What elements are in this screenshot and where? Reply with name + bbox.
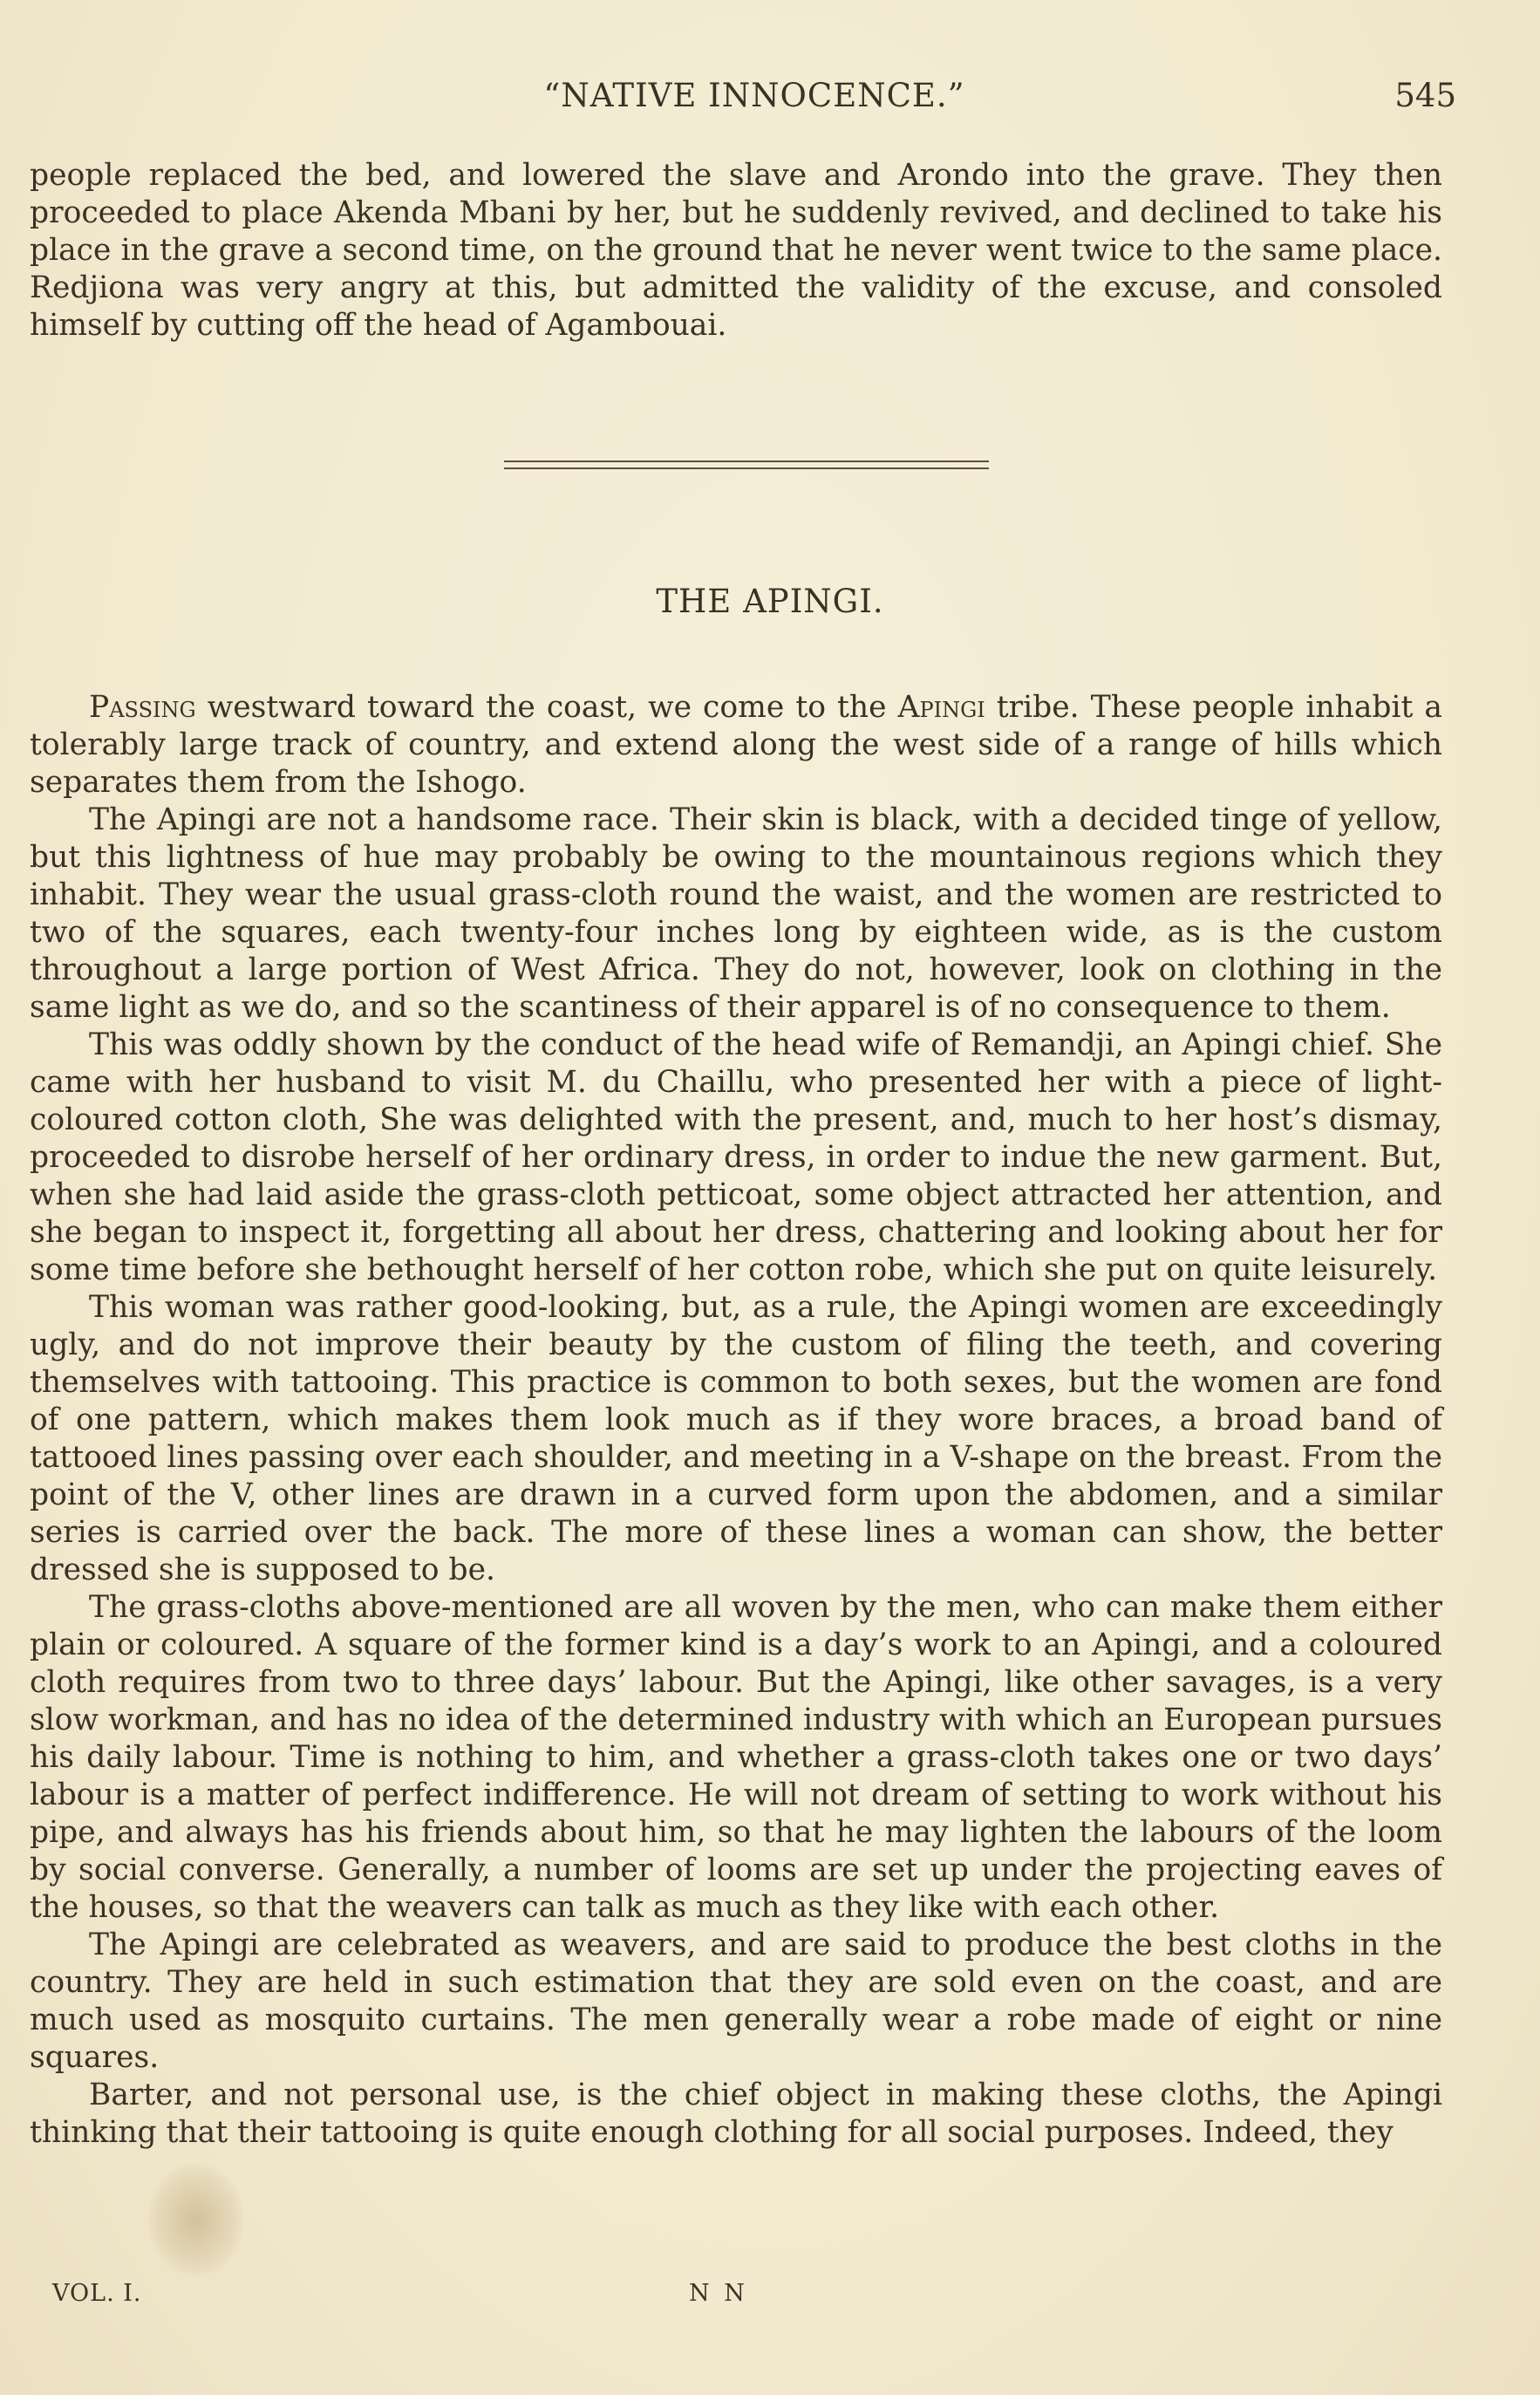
page-footer — [52, 2280, 1448, 2315]
tribe-name: Apingi — [897, 690, 985, 725]
paragraph: The Apingi are not a handsome race. Their skin is black, with a decided tinge of yellow, but this lightness of hue may probably be owing to the mountainous regions which they inhabit. They wear the usual grass-cloth round the waist, and the women are restricted to two of the squares, each twenty-four inches long by eighteen wide, as is the custom throughout a large portion of West Africa. They do not, however, look on clothing in the same light as we do, and so the scantiness of their apparel is of no consequence to them. — [30, 802, 1442, 1025]
paragraph: This woman was rather good-looking, but, as a rule, the Apingi women are exceedingly ugly, and do not improve their beauty by the custom of filing the teeth, and covering themselves with tattooing. This practice is common to both sexes, but the women are fond of one pattern, which makes them look much as if they wore braces, a broad band of tattooed lines passing over each shoulder, and meeting in a V-shape on the breast. From the point of the V, other lines are drawn in a curved form upon the abdomen, and a similar series is carried over the back. The more of these lines a woman can show, the better dressed she is supposed to be. — [30, 1290, 1442, 1587]
paragraph-text: westward toward the coast, we come to the — [195, 690, 898, 725]
page-header — [52, 77, 1456, 120]
signature-mark: N N — [689, 2280, 748, 2307]
page-number: 545 — [1394, 77, 1456, 114]
paragraph: Barter, and not personal use, is the chief object in making these cloths, the Apingi thinking that their tattooing is quite enough clothing for all social purposes. Indeed, they — [30, 2078, 1442, 2150]
lead-word: Passing — [89, 690, 196, 725]
paragraph — [30, 689, 1442, 802]
paper-stain — [148, 2163, 244, 2276]
paragraph: This was oddly shown by the conduct of the head wife of Remandji, an Apingi chief. She came with her husband to visit M. du Chaillu, who presented her with a piece of light-coloured cotton cloth, She was delighted with the present, and, much to her host’s dismay, proceeded to disrobe herself of her ordinary dress, in order to indue the new garment. But, when she had laid aside the grass-cloth petticoat, some object attracted her attention, and she began to inspect it, forgetting all about her dress, chattering and looking about her for some time before she bethought herself of her cotton robe, which she put on quite leisurely. — [30, 1027, 1442, 1287]
running-title: “NATIVE INNOCENCE.” — [543, 77, 965, 114]
paragraph: The grass-cloths above-mentioned are all woven by the men, who can make them either plain or coloured. A square of the former kind is a day’s work to an Apingi, and a coloured cloth requires from two to three days’ labour. But the Apingi, like other savages, is a very slow workman, and has no idea of the determined industry with which an European pursues his daily labour. Time is nothing to him, and whether a grass-cloth takes one or two days’ labour is a matter of perfect indifference. He will not dream of setting to work without his pipe, and always has his friends about him, so that he may lighten the labours of the loom by social converse. Generally, a number of looms are set up under the projecting eaves of the houses, so that the weavers can talk as much as they like with each other. — [30, 1590, 1442, 1925]
continued-paragraph: people replaced the bed, and lowered the slave and Arondo into the grave. They then proceeded to place Akenda Mbani by her, but he suddenly revived, and declined to take his place in the grave a second time, on the ground that he never went twice to the same place. Redjiona was very angry at this, but admitted the validity of the excuse, and consoled himself by cutting off the head of Agambouai. — [30, 158, 1442, 343]
paragraph: The Apingi are celebrated as weavers, and are said to produce the best cloths in the country. They are held in such estimation that they are sold even on the coast, and are much used as mosquito curtains. The men generally wear a robe made of eight or nine squares. — [30, 1928, 1442, 2075]
volume-label: VOL. I. — [52, 2280, 142, 2307]
paragraph-text: tribe. These people inhabit a tolerably large track of country, and extend along the west side of a range of hills which separates them from the Ishogo. — [30, 690, 1442, 800]
section-title: THE APINGI. — [656, 583, 884, 620]
section-divider — [504, 461, 989, 469]
section-body — [30, 689, 1442, 2152]
continued-text — [30, 157, 1442, 345]
